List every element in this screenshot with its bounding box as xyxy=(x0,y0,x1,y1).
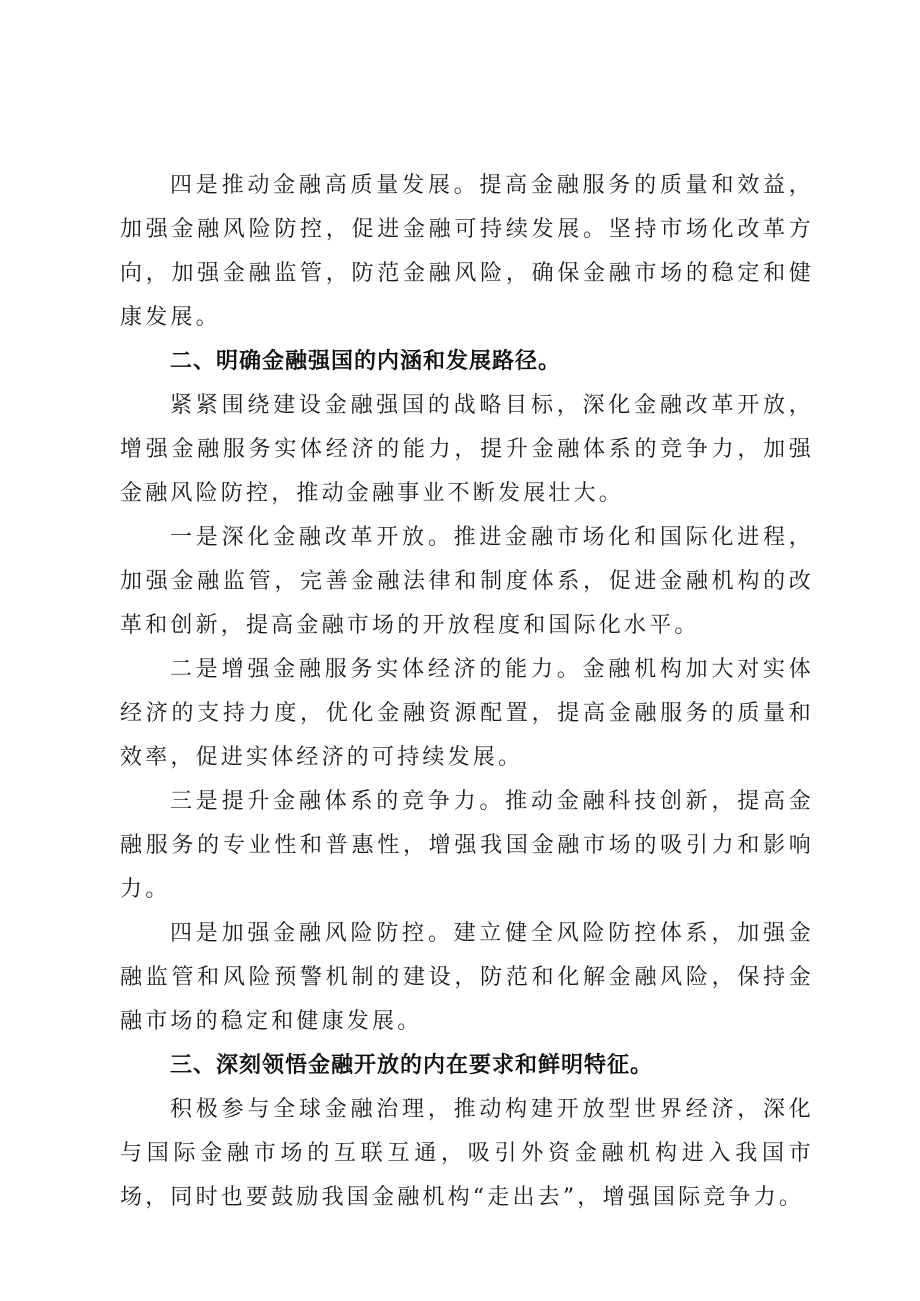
document-body xyxy=(120,164,814,1220)
paragraph-risk-control: 四是加强金融风险防控。建立健全风险防控体系，加强金融监管和风险预警机制的建设，防范和化解金融风险，保持金融市场的稳定和健康发展。 xyxy=(120,921,814,1034)
paragraph-promote-high-quality: 四是推动金融高质量发展。提高金融服务的质量和效益，加强金融风险防控，促进金融可持续发展。坚持市场化改革方向，加强金融监管，防范金融风险，确保金融市场的稳定和健康发展。 xyxy=(120,173,814,330)
paragraph-global-governance: 积极参与全球金融治理，推动构建开放型世界经济，深化与国际金融市场的互联互通，吸引外资金融机构进入我国市场，同时也要鼓励我国金融机构“走出去”，增强国际竞争力。 xyxy=(120,1097,814,1210)
paragraph-competitiveness: 三是提升金融体系的竞争力。推动金融科技创新，提高金融服务的专业性和普惠性，增强我国金融市场的吸引力和影响力。 xyxy=(120,789,814,902)
paragraph-strategic-goal: 紧紧围绕建设金融强国的战略目标，深化金融改革开放，增强金融服务实体经济的能力，提升金融体系的竞争力，加强金融风险防控，推动金融事业不断发展壮大。 xyxy=(120,393,814,506)
section-heading-two: 二、明确金融强国的内涵和发展路径。 xyxy=(170,349,562,374)
section-heading-three: 三、深刻领悟金融开放的内在要求和鲜明特征。 xyxy=(170,1053,654,1078)
paragraph-deepen-reform: 一是深化金融改革开放。推进金融市场化和国际化进程，加强金融监管，完善金融法律和制度体系，促进金融机构的改革和创新，提高金融市场的开放程度和国际化水平。 xyxy=(120,525,814,638)
paragraph-serve-real-economy: 二是增强金融服务实体经济的能力。金融机构加大对实体经济的支持力度，优化金融资源配置，提高金融服务的质量和效率，促进实体经济的可持续发展。 xyxy=(120,657,814,770)
